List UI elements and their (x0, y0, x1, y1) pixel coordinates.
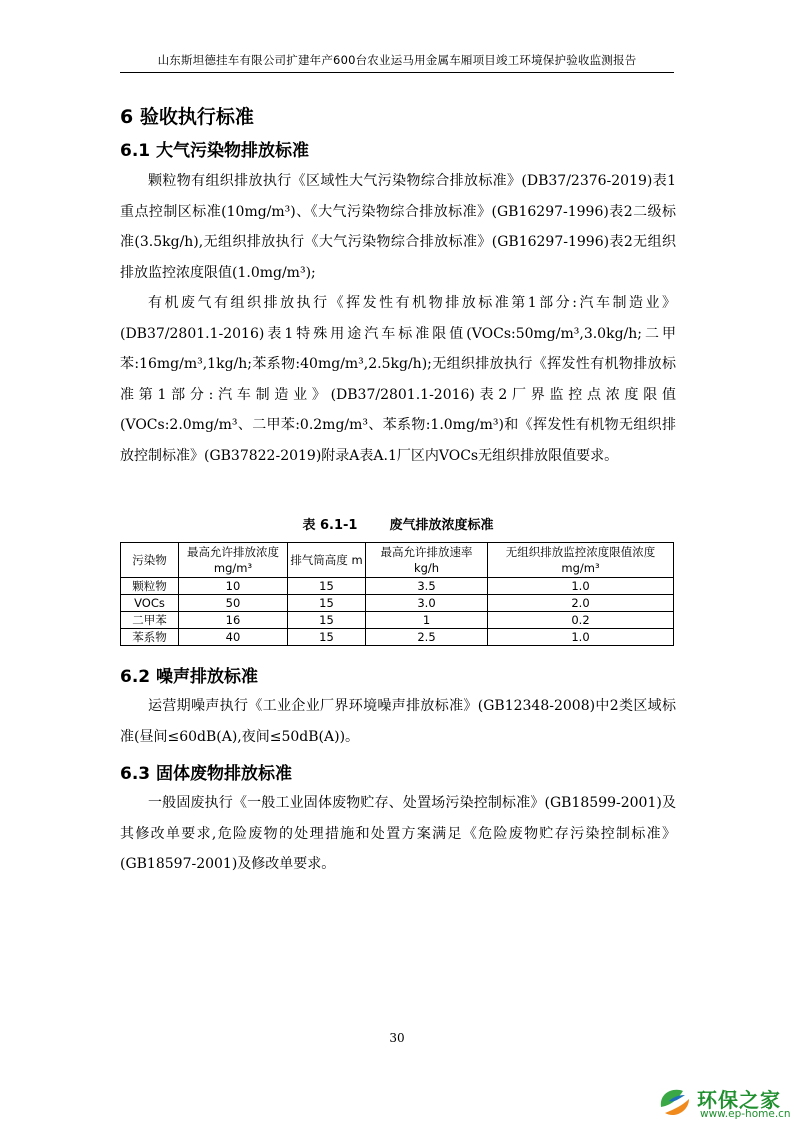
table-cell: 50 (179, 595, 288, 612)
table-cell: VOCs (121, 595, 179, 612)
header-stack-height: 排气筒高度 m (288, 543, 366, 578)
header-max-concentration: 最高允许排放浓度 mg/m³ (179, 543, 288, 578)
table-cell: 15 (288, 629, 366, 646)
page-number: 30 (389, 1031, 405, 1045)
section-6-heading: 6 验收执行标准 (120, 106, 254, 128)
air-voc-paragraph: 有机废气有组织排放执行《挥发性有机物排放标准第1部分:汽车制造业》(DB37/2801.1-2016)表1特殊用途汽车标准限值(VOCs:50mg/m³,3.0kg/h;二甲苯:16mg/m³,1kg/h;苯系物:40mg/m³,2.5kg/h);无组织排放执行《挥发性有机物排放标准第1部分:汽车制造业》(DB37/2801.1-2016)表2厂界监控点浓度限值(VOCs:2.0mg/m³、二甲苯:0.2mg/m³、苯系物:1.0mg/m³)和《挥发性有机物无组织排放控制标准》(GB37822-2019)附录A表A.1厂区内VOCs无组织排放限值要求。 (120, 295, 676, 464)
table-row (121, 629, 674, 646)
table-cell: 2.5 (366, 629, 488, 646)
emission-standards-table (120, 542, 674, 646)
header-pollutant: 污染物 (121, 543, 179, 578)
table-cell: 1.0 (488, 629, 674, 646)
table-cell: 15 (288, 612, 366, 629)
header-max-rate: 最高允许排放速率 kg/h (366, 543, 488, 578)
noise-paragraph: 运营期噪声执行《工业企业厂界环境噪声排放标准》(GB12348-2008)中2类区域标准(昼间≤60dB(A),夜间≤50dB(A))。 (120, 698, 676, 745)
running-header: 山东斯坦德挂车有限公司扩建年产600台农业运马用金属车厢项目竣工环境保护验收监测报告 (157, 53, 637, 67)
table-cell: 10 (179, 578, 288, 595)
table-row (121, 595, 674, 612)
header-rule (120, 72, 674, 73)
section-6-1-heading: 6.1 大气污染物排放标准 (120, 141, 310, 161)
table-row (121, 578, 674, 595)
table-cell: 苯系物 (121, 629, 179, 646)
solid-waste-paragraph: 一般固废执行《一般工业固体废物贮存、处置场污染控制标准》(GB18599-2001)及其修改单要求,危险废物的处理措施和处置方案满足《危险废物贮存污染控制标准》(GB18597-2001)及修改单要求。 (120, 795, 676, 872)
table-row (121, 612, 674, 629)
table-cell: 16 (179, 612, 288, 629)
table-cell: 40 (179, 629, 288, 646)
table-cell: 15 (288, 578, 366, 595)
table-cell: 2.0 (488, 595, 674, 612)
watermark-brand: 环保之家 (697, 1088, 781, 1112)
header-fugitive-limit: 无组织排放监控浓度限值浓度 mg/m³ (488, 543, 674, 578)
table-cell: 1.0 (488, 578, 674, 595)
table-cell: 颗粒物 (121, 578, 179, 595)
table-cell: 15 (288, 595, 366, 612)
table-title: 废气排放浓度标准 (389, 518, 494, 533)
table-cell: 3.0 (366, 595, 488, 612)
table-caption (120, 514, 676, 533)
table-cell: 3.5 (366, 578, 488, 595)
watermark-url: www.ep-home.cn (700, 1108, 791, 1120)
table-header-row (121, 543, 674, 578)
section-6-3-heading: 6.3 固体废物排放标准 (120, 764, 293, 784)
table-cell: 0.2 (488, 612, 674, 629)
table-cell: 二甲苯 (121, 612, 179, 629)
air-particulate-paragraph: 颗粒物有组织排放执行《区域性大气污染物综合排放标准》(DB37/2376-2019)表1重点控制区标准(10mg/m³)、《大气污染物综合排放标准》(GB16297-1996)表2二级标准(3.5kg/h),无组织排放执行《大气污染物综合排放标准》(GB16297-1996)表2无组织排放监控浓度限值(1.0mg/m³); (120, 173, 676, 281)
section-6-2-heading: 6.2 噪声排放标准 (120, 667, 259, 687)
table-cell: 1 (366, 612, 488, 629)
table-number: 表 6.1-1 (302, 518, 358, 533)
